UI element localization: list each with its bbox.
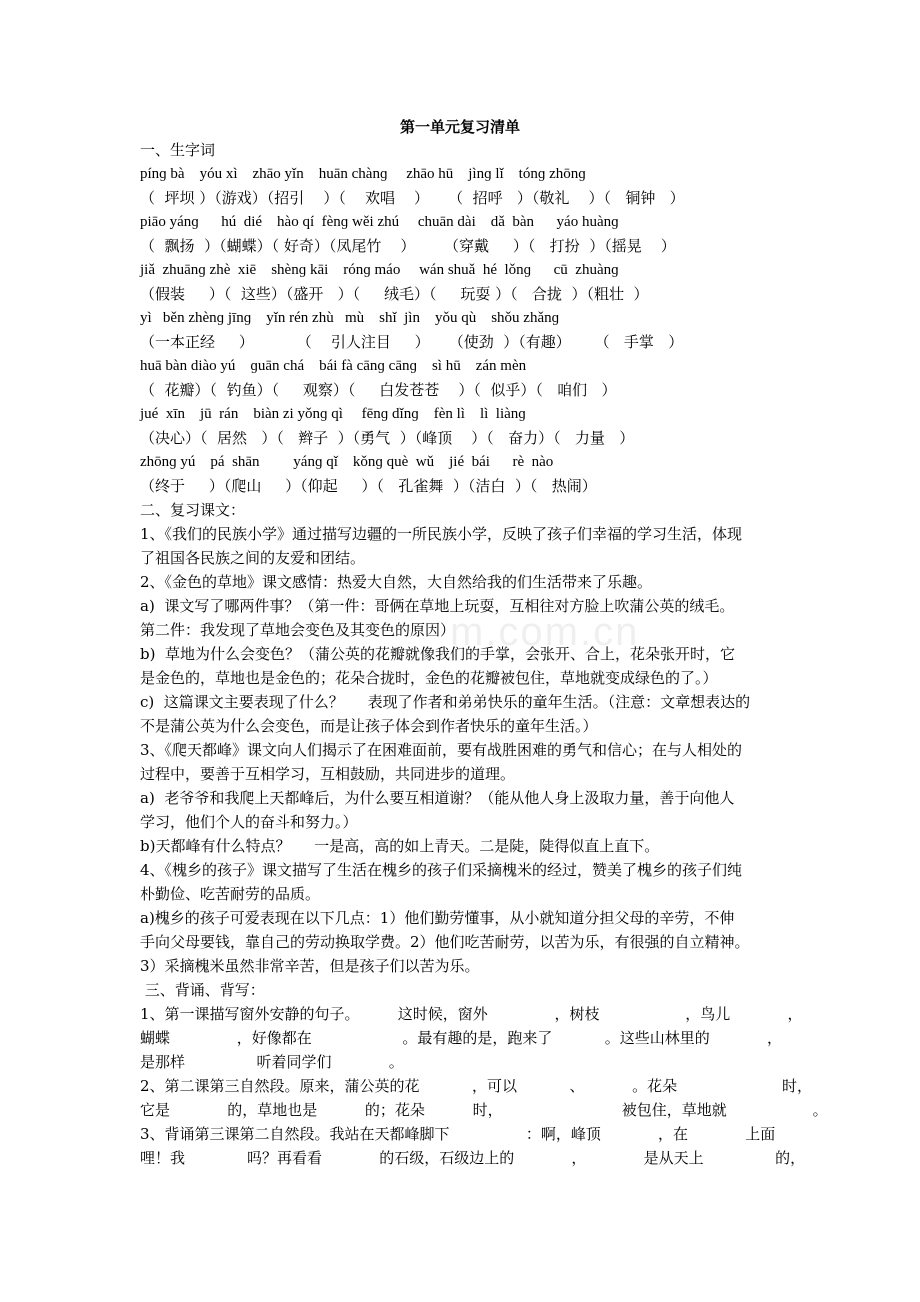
- text-line: （终于 ）（爬山 ）（仰起 ）（ 孔雀舞 ）（洁白 ）（ 热闹）: [140, 477, 597, 495]
- text-line: pínɡ bà yóu xì zhāo yǐn huān chànɡ zhāo hū jìnɡ lǐ tónɡ zhōnɡ: [140, 166, 586, 182]
- text-line: 一、生字词: [140, 141, 216, 159]
- text-line: jué xīn jū rán biàn zi yǒnɡ qì fēnɡ dǐnɡ fèn lì lì liànɡ: [140, 406, 526, 422]
- text-line: 三、背诵、背写：: [140, 981, 265, 999]
- text-line: 哩！我 吗？再看看 的石级，石级边上的 ， 是从天上 的，: [140, 1149, 806, 1167]
- text-line: jiǎ zhuānɡ zhè xiē shènɡ kāi rónɡ máo wán shuǎ hé lǒnɡ cū zhuànɡ: [140, 262, 619, 278]
- text-line: 1、第一课描写窗外安静的句子。 这时候，窗外 ，树枝 ，鸟儿 ，: [140, 1005, 803, 1023]
- text-line: 蝴蝶 ，好像都在 。最有趣的是，跑来了 。这些山林里的 ，: [140, 1029, 783, 1047]
- text-line: b)天都峰有什么特点？ 一是高，高的如上青天。二是陡，陡得似直上直下。: [140, 837, 660, 855]
- text-line: 朴勤俭、吃苦耐劳的品质。: [140, 885, 321, 903]
- text-line: 3、《爬天都峰》课文向人们揭示了在困难面前，要有战胜困难的勇气和信心；在与人相处的: [140, 741, 743, 759]
- text-line: zhōnɡ yú pá shān yánɡ qǐ kǒnɡ què wǔ jié bái rè nào: [140, 454, 554, 470]
- text-line: （ 坪坝 ）（游戏）（招引 ）（ 欢唱 ） （ 招呼 ）（敬礼 ）（ 铜钟 ）: [140, 189, 685, 207]
- text-line: （决心）（ 居然 ）（ 辫子 ）（勇气 ）（峰顶 ）（ 奋力）（ 力量 ）: [140, 429, 635, 447]
- text-line: 4、《槐乡的孩子》课文描写了生活在槐乡的孩子们采摘槐米的经过，赞美了槐乡的孩子们纯: [140, 861, 743, 879]
- text-line: a) 老爷爷和我爬上天都峰后，为什么要互相道谢？（能从他人身上汲取力量，善于向他人: [140, 789, 735, 807]
- text-line: 了祖国各民族之间的友爱和团结。: [140, 549, 366, 567]
- text-line: 学习，他们个人的奋斗和努力。）: [140, 813, 358, 831]
- text-line: 是金色的，草地也是金色的；花朵合拢时，金色的花瓣被包住，草地就变成绿色的了。）: [140, 669, 718, 687]
- text-line: 二、复习课文：: [140, 501, 246, 519]
- text-line: 手向父母要钱，靠自己的劳动换取学费。2）他们吃苦耐劳，以苦为乐，有很强的自立精神。: [140, 933, 750, 951]
- text-line: a)槐乡的孩子可爱表现在以下几点：1）他们勤劳懂事，从小就知道分担父母的辛劳，不伸: [140, 909, 735, 927]
- text-line: piāo yánɡ hú dié hào qí fènɡ wěi zhú chuān dài dǎ bàn yáo huànɡ: [140, 214, 619, 230]
- text-line: 不是蒲公英为什么会变色，而是让孩子体会到作者快乐的童年生活。）: [140, 717, 598, 735]
- text-line: a) 课文写了哪两件事？（第一件：哥俩在草地上玩耍，互相往对方脸上吹蒲公英的绒毛。: [140, 597, 735, 615]
- text-line: 2、《金色的草地》课文感情：热爱大自然，大自然给我的们生活带来了乐趣。: [140, 573, 653, 591]
- text-line: （ 飘扬 ）（蝴蝶）（ 好奇）（凤尾竹 ） （穿戴 ）（ 打扮 ）（摇晃 ）: [140, 237, 676, 255]
- text-line: 过程中，要善于互相学习，互相鼓励，共同进步的道理。: [140, 765, 516, 783]
- text-line: （ 花瓣）（ 钓鱼）（ 观察）（ 白发苍苍 ）（ 似乎）（ 咱们 ）: [140, 381, 617, 399]
- text-line: yì běn zhènɡ jīnɡ yǐn rén zhù mù shǐ jìn yǒu qù shǒu zhǎnɡ: [140, 310, 560, 326]
- page-title: 第一单元复习清单: [399, 118, 520, 136]
- text-line: 是那样 听着同学们 。: [140, 1053, 404, 1071]
- text-line: 2、第二课第三自然段。原来，蒲公英的花 ，可以 、 。花朵 时，: [140, 1077, 813, 1095]
- watermark: m.com.cn: [450, 610, 640, 654]
- text-line: 1、《我们的民族小学》通过描写边疆的一所民族小学，反映了孩子们幸福的学习生活，体现: [140, 525, 743, 543]
- text-line: huā bàn diào yú ɡuān chá bái fà cānɡ cānɡ sì hū zán mèn: [140, 358, 527, 374]
- text-line: c) 这篇课文主要表现了什么？ 表现了作者和弟弟快乐的童年生活。（注意：文章想表达的: [140, 693, 751, 711]
- text-line: 3）采摘槐米虽然非常辛苦，但是孩子们以苦为乐。: [140, 957, 480, 975]
- text-line: 第二件：我发现了草地会变色及其变色的原因）: [140, 621, 456, 639]
- text-line: b) 草地为什么会变色？（蒲公英的花瓣就像我们的手掌，会张开、合上，花朵张开时，它: [140, 645, 735, 663]
- text-line: 它是 的，草地也是 的；花朵 时， 被包住，草地就 。: [140, 1101, 828, 1119]
- text-line: 3、背诵第三课第二自然段。我站在天都峰脚下 ：啊，峰顶 ，在 上面: [140, 1125, 776, 1143]
- text-line: （一本正经 ） （ 引人注目 ） （使劲 ）（有趣） （ 手掌 ）: [140, 333, 684, 351]
- text-line: （假装 ）（ 这些）（盛开 ）（ 绒毛）（ 玩耍 ）（ 合拢 ）（粗壮 ）: [140, 285, 649, 303]
